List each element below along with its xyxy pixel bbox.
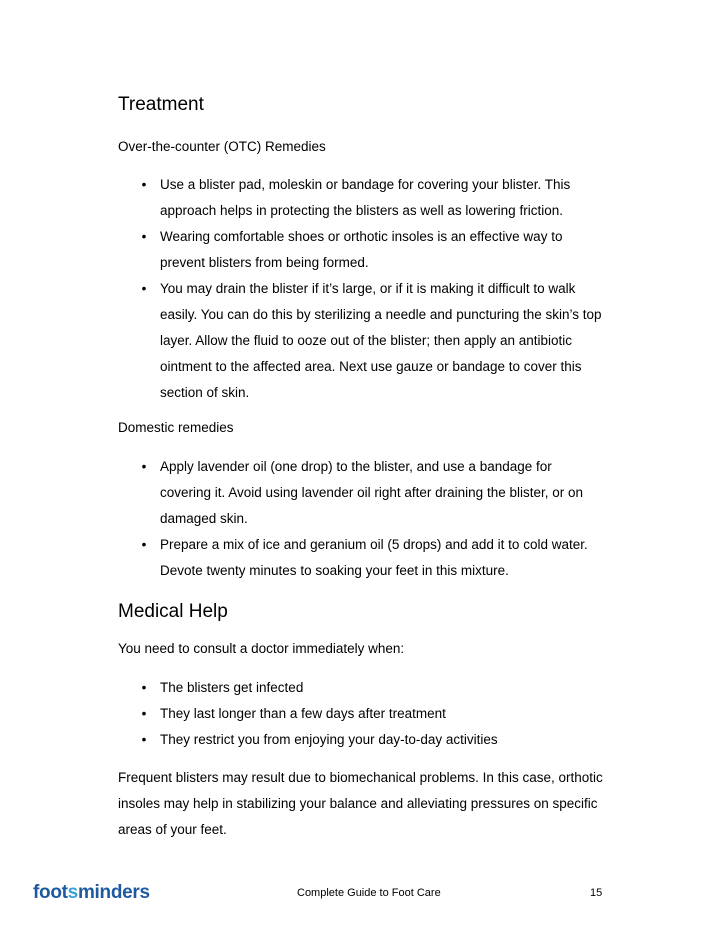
line: section of skin.	[160, 385, 250, 400]
closing-paragraph	[118, 765, 658, 843]
bullet-icon: •	[141, 229, 147, 244]
line: Use a blister pad, moleskin or bandage for covering your blister. This	[160, 177, 571, 192]
bullet-icon: •	[141, 459, 147, 474]
page-content	[118, 88, 658, 843]
medical-list	[118, 675, 658, 753]
line: Wearing comfortable shoes or orthotic insoles is an effective way to	[160, 229, 563, 244]
line: areas of your feet.	[118, 822, 227, 837]
bullet-icon: •	[141, 706, 147, 721]
otc-list	[118, 172, 658, 406]
line: approach helps in protecting the blisters as well as lowering friction.	[160, 203, 563, 218]
logo-text-foot: foot	[33, 882, 68, 903]
logo-figure-icon: s	[67, 882, 78, 903]
bullet-icon: •	[141, 537, 147, 552]
line: easily. You can do this by sterilizing a needle and puncturing the skin’s top	[160, 307, 602, 322]
list-item	[118, 224, 658, 276]
line: covering it. Avoid using lavender oil right after draining the blister, or on	[160, 485, 583, 500]
line: Devote twenty minutes to soaking your feet in this mixture.	[160, 563, 509, 578]
line: Prepare a mix of ice and geranium oil (5 drops) and add it to cold water.	[160, 537, 588, 552]
page-number: 15	[590, 887, 603, 899]
list-item	[118, 701, 658, 727]
logo-text-minders: minders	[77, 882, 150, 903]
otc-subheading: Over-the-counter (OTC) Remedies	[118, 139, 326, 154]
page-footer	[0, 872, 728, 922]
consult-intro: You need to consult a doctor immediately when:	[118, 641, 405, 656]
line: You may drain the blister if it’s large, or if it is making it difficult to walk	[160, 281, 576, 296]
footminders-logo	[33, 882, 150, 912]
line: They restrict you from enjoying your day-to-day activities	[160, 732, 498, 747]
list-item	[118, 727, 658, 753]
domestic-subheading: Domestic remedies	[118, 420, 234, 435]
spacer	[118, 584, 658, 596]
line: prevent blisters from being formed.	[160, 255, 369, 270]
line: The blisters get infected	[160, 680, 304, 695]
list-item	[118, 454, 658, 532]
domestic-list	[118, 454, 658, 584]
line: They last longer than a few days after treatment	[160, 706, 446, 721]
bullet-icon: •	[141, 732, 147, 747]
medical-help-heading: Medical Help	[118, 601, 228, 622]
line: Apply lavender oil (one drop) to the blister, and use a bandage for	[160, 459, 552, 474]
line: damaged skin.	[160, 511, 248, 526]
list-item	[118, 172, 658, 224]
line: ointment to the affected area. Next use gauze or bandage to cover this	[160, 359, 582, 374]
list-item	[118, 532, 658, 584]
list-item	[118, 675, 658, 701]
bullet-icon: •	[141, 281, 147, 296]
treatment-heading: Treatment	[118, 94, 204, 115]
line: layer. Allow the fluid to ooze out of the blister; then apply an antibiotic	[160, 333, 573, 348]
bullet-icon: •	[141, 680, 147, 695]
list-item	[118, 276, 658, 406]
footer-title: Complete Guide to Foot Care	[297, 887, 441, 899]
line: Frequent blisters may result due to biomechanical problems. In this case, orthotic	[118, 770, 603, 785]
bullet-icon: •	[141, 177, 147, 192]
line: insoles may help in stabilizing your balance and alleviating pressures on specific	[118, 796, 598, 811]
